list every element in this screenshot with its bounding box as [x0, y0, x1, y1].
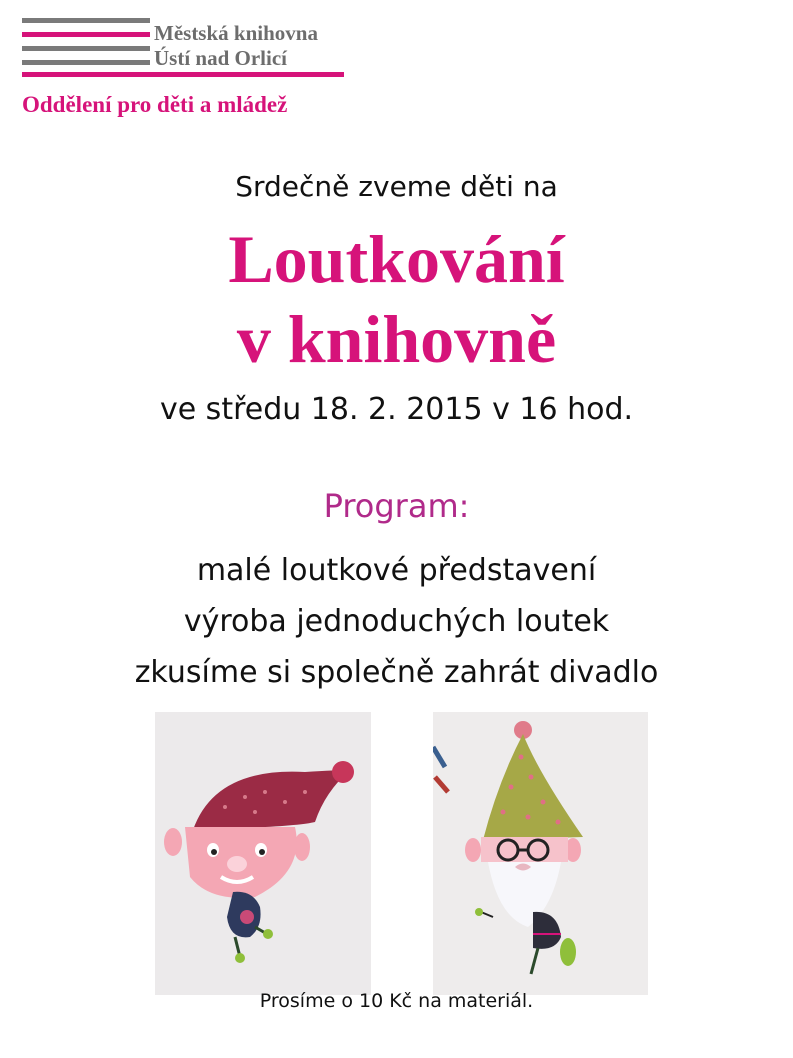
logo-stripe-gray: [22, 46, 150, 51]
library-logo: [22, 18, 402, 78]
program-item: výroba jednoduchých loutek: [183, 604, 610, 639]
gnome-puppet-photo-red: [155, 712, 371, 995]
gnome-puppet-photo-green: [433, 712, 648, 995]
event-title-line1: Loutkování: [228, 221, 565, 297]
library-name-line2: Ústí nad Orlicí: [154, 46, 288, 70]
invitation-text: Srdečně zveme děti na: [235, 170, 558, 203]
event-title-line2: v knihovně: [236, 301, 557, 377]
logo-stripe-gray: [22, 60, 150, 65]
program-item: malé loutkové představení: [196, 553, 597, 588]
program-item: zkusíme si společně zahrát divadlo: [134, 655, 659, 690]
department-title: Oddělení pro děti a mládež: [22, 92, 288, 117]
program-heading: Program:: [323, 487, 470, 525]
material-fee-note: Prosíme o 10 Kč na materiál.: [259, 990, 534, 1012]
green-gnome-illustration: [433, 712, 648, 995]
logo-stripe-pink-long: [22, 72, 344, 77]
event-datetime: ve středu 18. 2. 2015 v 16 hod.: [159, 392, 634, 427]
logo-stripe-pink: [22, 32, 150, 37]
library-name-line1: Městská knihovna: [154, 21, 318, 45]
red-gnome-illustration: [155, 712, 371, 995]
logo-stripe-gray: [22, 18, 150, 23]
